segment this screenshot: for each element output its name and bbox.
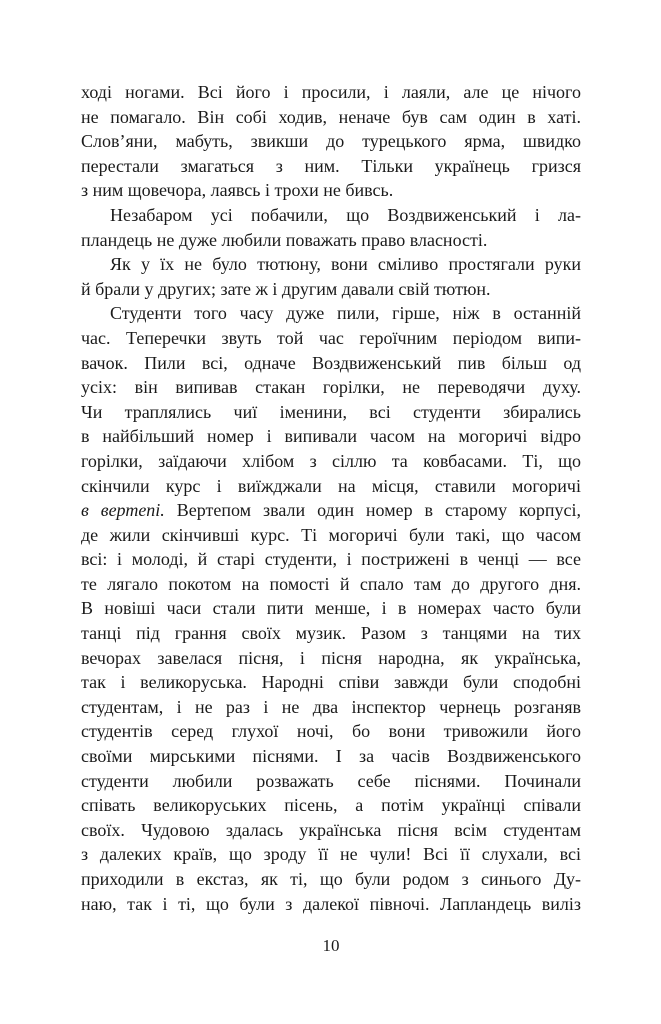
text-line [81,301,581,326]
text-run: В новіші часи стали пити менше, і в номерах часто були [81,598,581,619]
page-number: 10 [322,936,340,955]
text-run: так і великоруська. Народні співи завжди були сподобні [81,672,581,693]
text-line [81,793,581,818]
text-line [81,547,581,572]
text-run: й брали у других; зате ж і другим давали свій тютюн. [81,278,491,299]
text-line [81,695,581,720]
text-run: Студенти того часу дуже пили, гірше, ніж в останній [110,303,581,324]
text-run: час. Теперечки звуть той час героїчним періодом випи- [81,327,581,348]
text-run: Як у їх не було тютюну, вони сміливо простягали руки [110,254,581,275]
italic-text-run: в вертепі. [81,500,165,521]
text-run: студенти любили розважать себе піснями. Починали [81,770,581,791]
text-run: Незабаром усі побачили, що Воздвиженський і ла- [110,204,581,225]
text-line [81,252,581,277]
text-run: з далеких країв, що зроду її не чули! Всі її слухали, всі [81,844,581,865]
text-run: в найбільший номер і випивали часом на могоричі відро [81,426,581,447]
text-run: те лягало покотом на помості й спало там до другого дня. [81,573,581,594]
text-line [81,203,581,228]
text-run: не помагало. Він собі ходив, неначе був сам один в хаті. [81,106,581,127]
text-run: своїми мирськими піснями. І за часів Воздвиженського [81,746,581,767]
text-line [81,498,581,523]
text-line [81,228,581,253]
text-line [81,719,581,744]
text-line [81,178,581,203]
text-run: приходили в екстаз, як ті, що були родом з синього Ду- [81,869,581,889]
text-run: з ним щовечора, лаявсь і трохи не бивсь. [81,180,394,201]
text-run: Слов’яни, мабуть, звикши до турецького ярма, швидко [81,131,581,152]
text-run: всі: і молоді, й старі студенти, і пострижені в ченці — все [81,549,581,570]
text-line [81,892,581,917]
text-line [81,474,581,499]
text-line [81,670,581,695]
text-line [81,596,581,621]
text-run: горілки, заїдаючи хлібом з сіллю та ковбасами. Ті, що [81,450,581,471]
text-run: де жили скінчивші курс. Ті могоричі були такі, що часом [81,524,581,545]
text-line [81,572,581,597]
text-run: студентам, і не раз і не два інспектор чернець розганяв [81,696,581,717]
text-line [81,105,581,130]
text-line [81,646,581,671]
text-run: усіх: він випивав стакан горілки, не переводячи духу. [81,377,581,398]
text-line [81,277,581,302]
text-line [81,400,581,425]
text-line [81,842,581,867]
text-line [81,449,581,474]
text-line [81,424,581,449]
text-run: Вертепом звали один номер в старому корпусі, [164,500,581,521]
text-line [81,326,581,351]
text-line [81,523,581,548]
text-run: вечорах завелася пісня, і пісня народна, як українська, [81,647,581,668]
text-line [81,769,581,794]
text-run: ході ногами. Всі його і просили, і лаяли, але це нічого [81,82,581,102]
text-run: скінчили курс і виїжджали на місця, ставили могоричі [81,475,581,496]
text-line [81,621,581,646]
text-line [81,744,581,769]
text-run: вачок. Пили всі, одначе Воздвиженський пив більш од [81,352,581,373]
text-run: Чи траплялись чиї іменини, всі студенти збирались [81,401,581,422]
text-run: перестали змагаться з ним. Тільки українець гризся [81,155,581,176]
text-line [81,129,581,154]
page-text-block [81,80,581,916]
text-run: наю, так і ті, що були з далекої півночі. Лапландець виліз [81,893,581,914]
text-run: пландець не дуже любили поважать право власності. [81,229,488,250]
text-line [81,818,581,843]
text-run: своїх. Чудовою здалась українська пісня всім студентам [81,819,581,840]
text-run: студентів серед глухої ночі, бо вони тривожили його [81,721,581,742]
text-line [81,867,581,892]
text-run: танці під грання своїх музик. Разом з танцями на тих [81,623,581,644]
text-line [81,80,581,105]
text-run: співать великоруських пісень, а потім українці співали [81,795,581,816]
text-line [81,154,581,179]
text-line [81,351,581,376]
text-line [81,375,581,400]
